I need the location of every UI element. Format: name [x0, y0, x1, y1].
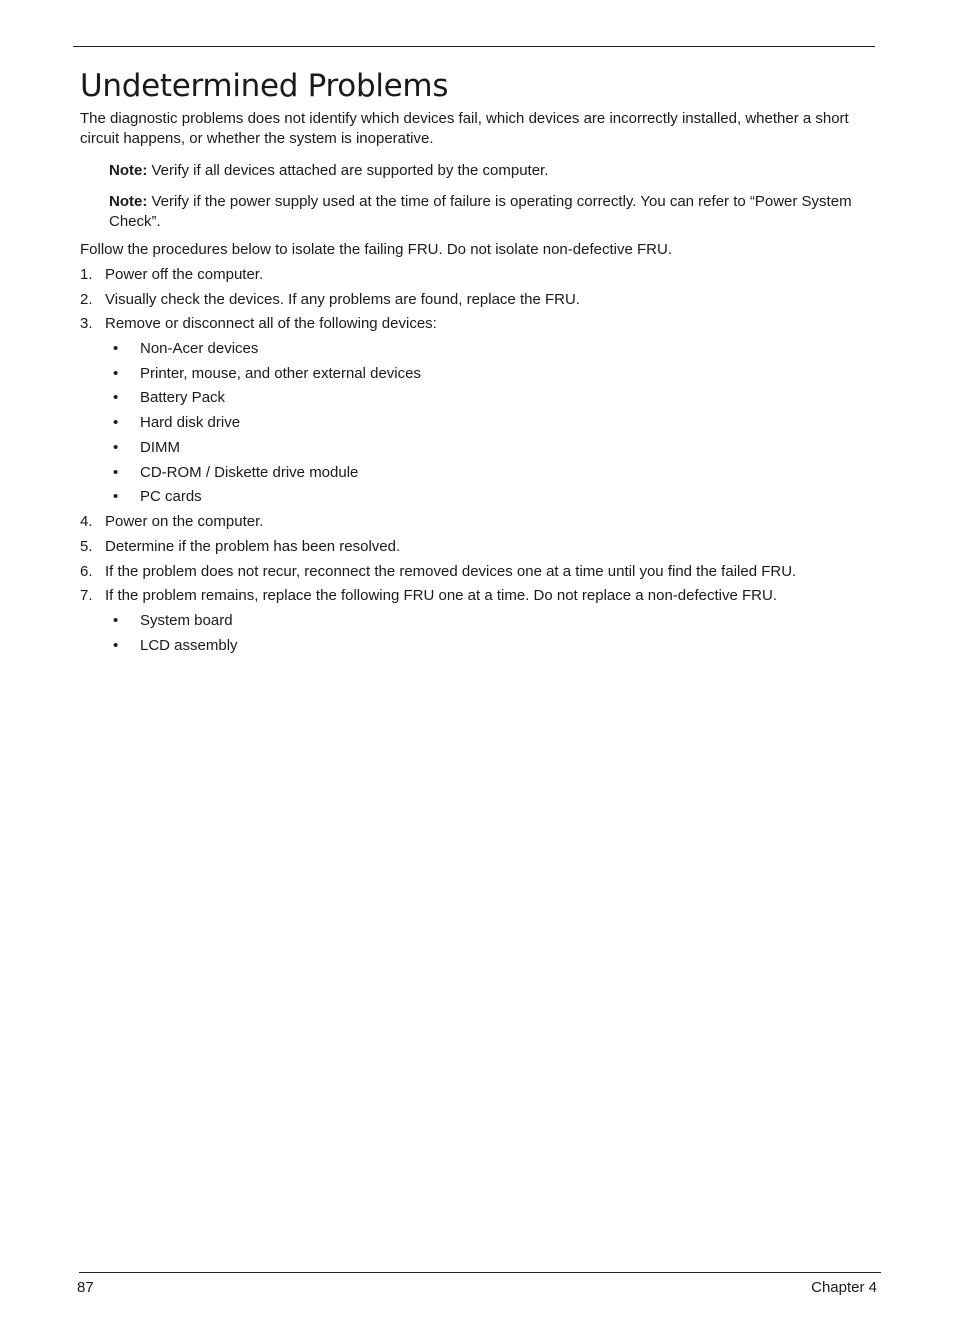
step-item: [80, 586, 880, 606]
step-number: 3.: [80, 315, 93, 332]
page-title: Undetermined Problems: [80, 68, 449, 104]
step-text: Visually check the devices. If any problems are found, replace the FRU.: [105, 291, 580, 308]
device-list-item: [113, 388, 225, 408]
device-list-text: Printer, mouse, and other external devices: [140, 365, 421, 382]
bullet-icon: •: [113, 637, 119, 654]
device-list-text: Hard disk drive: [140, 414, 241, 431]
fru-list-text: System board: [140, 612, 233, 629]
device-list-item: [113, 463, 358, 483]
note-devices-supported: [109, 161, 869, 181]
device-list-text: Non-Acer devices: [140, 340, 259, 357]
step-text: If the problem does not recur, reconnect the removed devices one at a time until you find the failed FRU.: [105, 563, 797, 580]
note-text: Verify if all devices attached are supported by the computer.: [147, 162, 549, 179]
step-item: [80, 537, 880, 557]
step-number: 2.: [80, 291, 93, 308]
step-number: 7.: [80, 587, 93, 604]
step-item: [80, 290, 880, 310]
step-text: Remove or disconnect all of the following devices:: [105, 315, 437, 332]
bullet-icon: •: [113, 365, 119, 382]
step-number: 5.: [80, 538, 93, 555]
note-text: Verify if the power supply used at the time of failure is operating correctly. You can refer to “Power System Check”.: [109, 193, 852, 230]
step-item: [80, 562, 880, 582]
procedure-intro: Follow the procedures below to isolate the failing FRU. Do not isolate non-defective FRU.: [80, 241, 672, 258]
bullet-icon: •: [113, 389, 119, 406]
device-list-text: Battery Pack: [140, 389, 226, 406]
device-list-text: DIMM: [140, 439, 180, 456]
note-label: Note:: [109, 162, 148, 179]
intro-paragraph: The diagnostic problems does not identify which devices fail, which devices are incorrectly installed, whether a short circuit happens, or whether the system is inoperative.: [80, 110, 849, 147]
footer-rule: [79, 1272, 881, 1273]
step-number: 1.: [80, 266, 93, 283]
bullet-icon: •: [113, 340, 119, 357]
device-list-item: [113, 487, 202, 507]
step-item: [80, 314, 880, 334]
step-text: Determine if the problem has been resolved.: [105, 538, 401, 555]
step-number: 4.: [80, 513, 93, 530]
header-rule: [73, 46, 875, 47]
step-number: 6.: [80, 563, 93, 580]
chapter-label: Chapter 4: [811, 1279, 877, 1296]
step-text: Power on the computer.: [105, 513, 264, 530]
bullet-icon: •: [113, 439, 119, 456]
bullet-icon: •: [113, 464, 119, 481]
device-list-item: [113, 364, 421, 384]
note-power-supply: [109, 192, 869, 232]
bullet-icon: •: [113, 414, 119, 431]
step-item: [80, 265, 880, 285]
device-list-text: PC cards: [140, 488, 202, 505]
bullet-icon: •: [113, 488, 119, 505]
device-list-item: [113, 438, 180, 458]
fru-list-text: LCD assembly: [140, 637, 238, 654]
device-list-text: CD-ROM / Diskette drive module: [140, 464, 359, 481]
step-text: Power off the computer.: [105, 266, 264, 283]
step-text: If the problem remains, replace the following FRU one at a time. Do not replace a non-defective FRU.: [105, 587, 777, 604]
bullet-icon: •: [113, 612, 119, 629]
fru-list-item: [113, 636, 238, 656]
device-list-item: [113, 339, 258, 359]
fru-list-item: [113, 611, 233, 631]
page-number: 87: [77, 1279, 94, 1296]
step-item: [80, 512, 880, 532]
note-label: Note:: [109, 193, 148, 210]
device-list-item: [113, 413, 240, 433]
